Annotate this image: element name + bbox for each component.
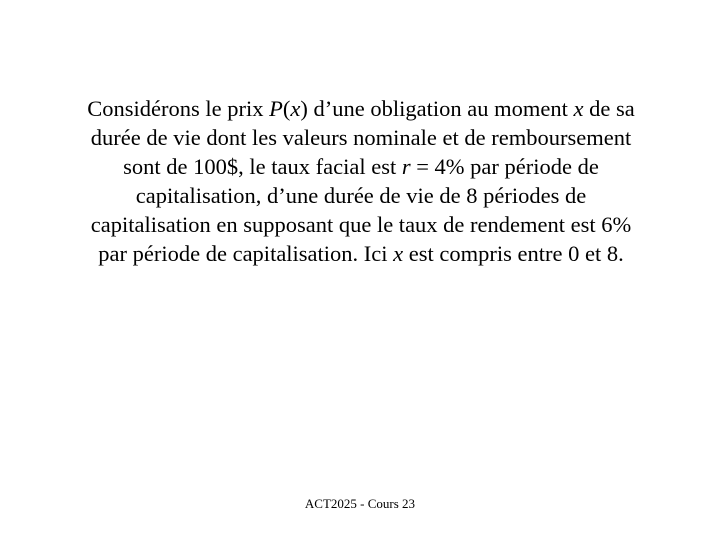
math-variable-r: r <box>401 154 411 179</box>
text-segment: = 4% par période de <box>410 154 599 179</box>
slide-footer: ACT2025 - Cours 23 <box>304 496 416 511</box>
text-segment: est compris entre 0 et 8. <box>403 241 624 266</box>
text-segment: sont de 100$, le taux facial est <box>123 154 402 179</box>
body-line-1 <box>58 94 664 123</box>
text-segment: capitalisation en supposant que le taux de rendement est 6% <box>90 212 632 237</box>
text-segment: Considérons le prix <box>87 96 270 121</box>
body-line-4 <box>58 181 664 210</box>
text-segment: capitalisation, d’une durée de vie de 8 périodes de <box>135 183 587 208</box>
body-line-6 <box>58 239 664 268</box>
text-segment: de sa <box>583 96 635 121</box>
body-line-2 <box>58 123 664 152</box>
text-segment: ( <box>282 96 291 121</box>
text-segment: durée de vie dont les valeurs nominale et de remboursement <box>90 125 632 150</box>
text-segment: ) d’une obligation au moment <box>300 96 574 121</box>
text-segment: par période de capitalisation. Ici <box>98 241 394 266</box>
body-line-5 <box>58 210 664 239</box>
math-variable-x: x <box>573 96 584 121</box>
math-variable-p: P <box>269 96 283 121</box>
math-variable-x: x <box>393 241 404 266</box>
body-line-3 <box>58 152 664 181</box>
math-variable-x: x <box>290 96 301 121</box>
slide-body-text <box>58 94 664 268</box>
